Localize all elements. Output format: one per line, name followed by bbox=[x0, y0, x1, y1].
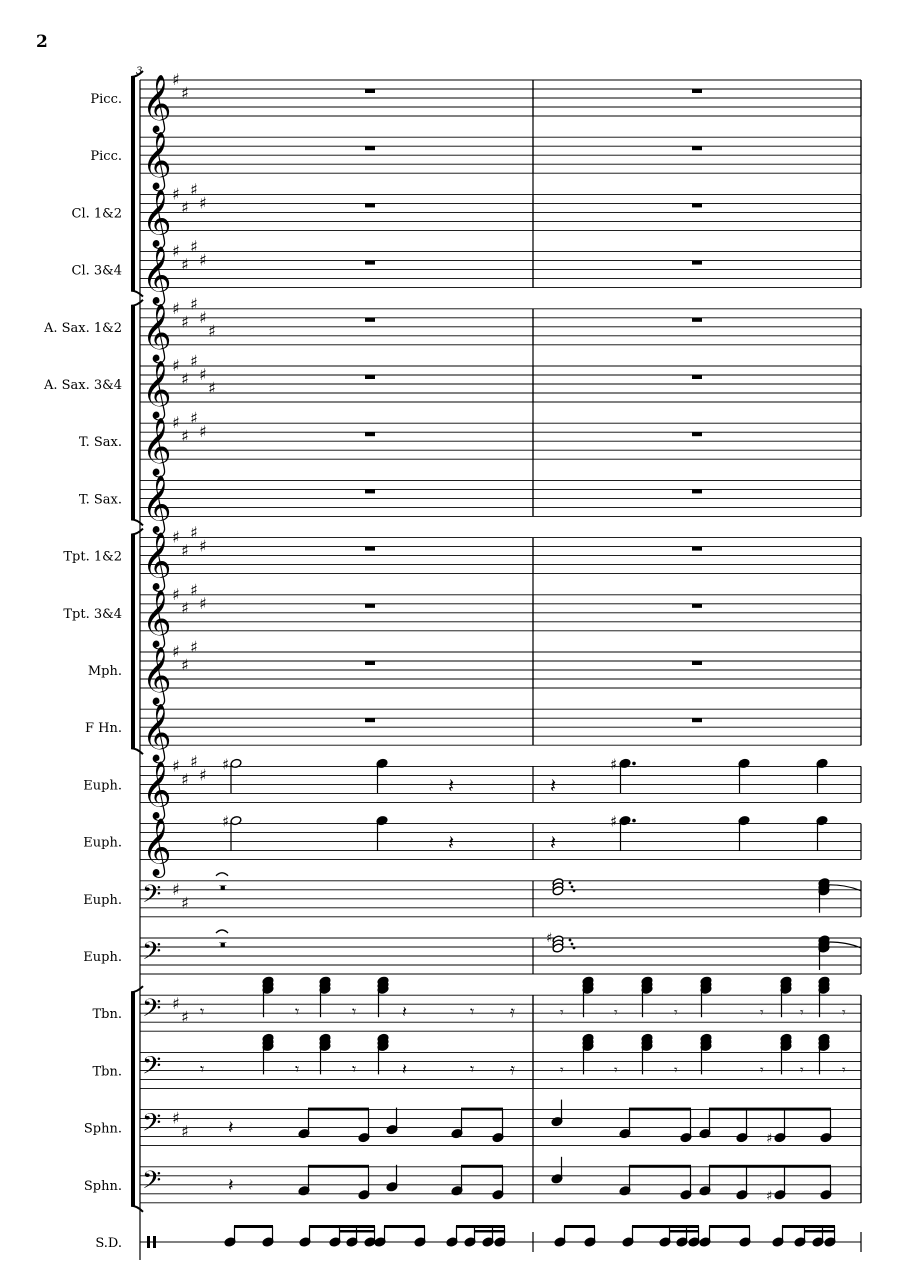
tie bbox=[216, 873, 228, 876]
eighth-rest-icon: 𝄾 bbox=[200, 1059, 205, 1079]
sharp-icon: ♯ bbox=[222, 755, 230, 774]
bracket-hook-top bbox=[131, 986, 143, 992]
whole-rest bbox=[692, 89, 702, 93]
sharp-icon: ♯ bbox=[199, 536, 207, 556]
sharp-icon: ♯ bbox=[181, 655, 189, 675]
sharp-icon: ♯ bbox=[190, 237, 198, 257]
treble-clef-icon: 𝄞 bbox=[142, 474, 172, 533]
treble-clef-icon: 𝄞 bbox=[142, 188, 172, 247]
beam bbox=[456, 1225, 505, 1228]
sharp-icon: ♯ bbox=[190, 637, 198, 657]
sharp-icon: ♯ bbox=[190, 523, 198, 543]
quarter-rest-icon: 𝄽 bbox=[448, 830, 455, 855]
whole-rest bbox=[365, 489, 375, 493]
whole-rest bbox=[365, 661, 375, 665]
sharp-icon: ♯ bbox=[181, 197, 189, 217]
whole-rest bbox=[692, 547, 702, 551]
bass-clef-icon: 𝄢 bbox=[142, 1165, 162, 1201]
instrument-label: A. Sax. 1&2 bbox=[43, 320, 122, 336]
treble-clef-icon: 𝄞 bbox=[142, 588, 172, 647]
quarter-rest-icon: 𝄽 bbox=[550, 773, 557, 798]
beam bbox=[564, 1225, 595, 1228]
eighth-rest-icon: 𝄾 bbox=[470, 1059, 475, 1079]
sharp-icon: ♯ bbox=[190, 408, 198, 428]
bracket-hook-bottom bbox=[131, 1206, 143, 1212]
quarter-rest-icon: 𝄽 bbox=[228, 1117, 234, 1139]
group-bracket bbox=[131, 992, 135, 1206]
sharp-icon: ♯ bbox=[190, 751, 198, 771]
whole-rest bbox=[692, 375, 702, 379]
dot bbox=[569, 939, 572, 942]
dot bbox=[569, 881, 572, 884]
sharp-icon: ♯ bbox=[199, 422, 207, 442]
half-note bbox=[230, 816, 242, 826]
treble-clef-icon: 𝄞 bbox=[142, 302, 172, 361]
dot bbox=[571, 943, 574, 946]
whole-rest bbox=[365, 203, 375, 207]
sharp-icon: ♯ bbox=[172, 879, 180, 899]
beam bbox=[308, 1108, 369, 1111]
dot bbox=[632, 819, 636, 823]
sharp-icon: ♯ bbox=[766, 1188, 773, 1204]
beam bbox=[339, 1230, 375, 1233]
sharp-icon: ♯ bbox=[172, 756, 180, 776]
instrument-label: Euph. bbox=[83, 835, 122, 851]
sharp-icon: ♯ bbox=[181, 1122, 189, 1142]
dot bbox=[573, 947, 576, 950]
sharp-icon: ♯ bbox=[172, 527, 180, 547]
sharp-icon: ♯ bbox=[199, 250, 207, 270]
sharp-icon: ♯ bbox=[199, 765, 207, 785]
beam bbox=[804, 1230, 835, 1233]
instrument-label: Tbn. bbox=[92, 1064, 122, 1080]
instrument-label: Mph. bbox=[87, 664, 122, 679]
eighth-rest-icon: 𝄾 bbox=[295, 1059, 300, 1079]
whole-rest bbox=[365, 89, 375, 93]
sharp-icon: ♯ bbox=[181, 893, 189, 913]
beam bbox=[709, 1165, 831, 1168]
sixteenth-rest-icon: 𝄿 bbox=[510, 1002, 515, 1022]
sharp-icon: ♯ bbox=[208, 378, 216, 398]
instrument-label: Tbn. bbox=[92, 1007, 122, 1023]
eighth-rest-icon: 𝄾 bbox=[760, 1062, 764, 1079]
eighth-rest-icon: 𝄾 bbox=[560, 1062, 564, 1079]
beam bbox=[782, 1225, 835, 1228]
treble-clef-icon: 𝄞 bbox=[142, 131, 172, 190]
eighth-rest-icon: 𝄾 bbox=[674, 1062, 678, 1079]
sharp-icon: ♯ bbox=[610, 755, 618, 774]
dot bbox=[632, 762, 636, 766]
sharp-icon: ♯ bbox=[181, 769, 189, 789]
instrument-label: Sphn. bbox=[83, 1178, 122, 1194]
quarter-rest-icon: 𝄽 bbox=[402, 1059, 407, 1079]
eighth-rest-icon: 𝄾 bbox=[200, 1002, 205, 1022]
sharp-icon: ♯ bbox=[199, 365, 207, 384]
eighth-rest-icon: 𝄾 bbox=[352, 1002, 357, 1022]
sixteenth-rest-icon: 𝄿 bbox=[510, 1059, 515, 1079]
treble-clef-icon: 𝄞 bbox=[142, 74, 172, 132]
sharp-icon: ♯ bbox=[172, 994, 180, 1014]
treble-clef-icon: 𝄞 bbox=[142, 817, 172, 876]
percussion-clef bbox=[153, 1236, 156, 1248]
beam bbox=[384, 1225, 425, 1228]
treble-clef-icon: 𝄞 bbox=[142, 703, 172, 762]
bass-clef-icon: 𝄢 bbox=[142, 1051, 162, 1087]
beam bbox=[669, 1230, 699, 1233]
group-bracket bbox=[131, 535, 135, 749]
eighth-rest-icon: 𝄾 bbox=[352, 1059, 357, 1079]
eighth-rest-icon: 𝄾 bbox=[560, 1005, 564, 1022]
whole-rest bbox=[692, 203, 702, 207]
bass-clef-icon: 𝄢 bbox=[142, 937, 162, 972]
instrument-label: T. Sax. bbox=[78, 435, 122, 451]
instrument-label: Euph. bbox=[83, 950, 122, 965]
sharp-icon: ♯ bbox=[766, 1131, 773, 1147]
instrument-label: Sphn. bbox=[83, 1121, 122, 1137]
eighth-rest-icon: 𝄾 bbox=[760, 1005, 764, 1022]
whole-rest bbox=[365, 375, 375, 379]
eighth-rest-icon: 𝄾 bbox=[614, 1005, 618, 1022]
beam bbox=[629, 1108, 691, 1111]
instrument-label: Tpt. 3&4 bbox=[63, 606, 122, 622]
instrument-label: Euph. bbox=[83, 892, 122, 908]
eighth-rest-icon: 𝄾 bbox=[470, 1002, 475, 1022]
beam bbox=[709, 1225, 750, 1228]
sharp-icon: ♯ bbox=[172, 413, 180, 433]
whole-rest bbox=[692, 604, 702, 608]
whole-rest bbox=[365, 318, 375, 322]
whole-rest bbox=[365, 146, 375, 150]
quarter-rest-icon: 𝄽 bbox=[550, 830, 557, 855]
whole-rest bbox=[692, 261, 702, 265]
quarter-rest-icon: 𝄽 bbox=[228, 1174, 234, 1196]
breve-chord: 𝄺 bbox=[219, 935, 227, 959]
treble-clef-icon: 𝄞 bbox=[142, 646, 172, 704]
sharp-icon: ♯ bbox=[199, 193, 207, 213]
sharp-icon: ♯ bbox=[181, 598, 189, 618]
instrument-label: Euph. bbox=[83, 778, 122, 794]
sharp-icon: ♯ bbox=[190, 580, 198, 600]
sharp-icon: ♯ bbox=[172, 642, 180, 661]
dot bbox=[571, 885, 574, 888]
eighth-rest-icon: 𝄾 bbox=[614, 1062, 618, 1079]
sharp-icon: ♯ bbox=[190, 294, 198, 314]
eighth-rest-icon: 𝄾 bbox=[842, 1062, 846, 1079]
breve-chord: 𝄺 bbox=[219, 877, 227, 902]
whole-rest bbox=[365, 718, 375, 722]
sharp-icon: ♯ bbox=[172, 241, 180, 261]
instrument-label: Picc. bbox=[90, 92, 122, 107]
whole-rest bbox=[692, 318, 702, 322]
sharp-icon: ♯ bbox=[172, 184, 180, 204]
instrument-label: Picc. bbox=[90, 149, 122, 165]
beam bbox=[709, 1108, 831, 1111]
sharp-icon: ♯ bbox=[222, 812, 230, 831]
eighth-rest-icon: 𝄾 bbox=[295, 1002, 300, 1022]
whole-rest bbox=[365, 604, 375, 608]
tie bbox=[216, 930, 228, 933]
bass-clef-icon: 𝄢 bbox=[142, 879, 162, 915]
whole-rest bbox=[365, 547, 375, 551]
treble-clef-icon: 𝄞 bbox=[142, 531, 172, 590]
sharp-icon: ♯ bbox=[190, 179, 198, 199]
group-bracket bbox=[131, 306, 135, 520]
sharp-icon: ♯ bbox=[546, 931, 553, 946]
beam bbox=[461, 1108, 503, 1111]
whole-rest bbox=[692, 718, 702, 722]
sharp-icon: ♯ bbox=[181, 369, 189, 389]
sharp-icon: ♯ bbox=[208, 321, 216, 341]
beam bbox=[461, 1165, 503, 1168]
treble-clef-icon: 𝄞 bbox=[142, 417, 172, 476]
instrument-label: Tpt. 1&2 bbox=[63, 549, 122, 565]
instrument-label: T. Sax. bbox=[78, 492, 122, 508]
whole-rest bbox=[692, 489, 702, 493]
treble-clef-icon: 𝄞 bbox=[142, 245, 172, 304]
beam bbox=[308, 1165, 369, 1168]
sharp-icon: ♯ bbox=[190, 351, 198, 371]
instrument-label: Cl. 3&4 bbox=[71, 263, 122, 279]
group-bracket bbox=[131, 77, 135, 291]
sharp-icon: ♯ bbox=[172, 70, 180, 89]
instrument-label: F Hn. bbox=[85, 721, 122, 737]
whole-rest bbox=[365, 432, 375, 436]
percussion-clef bbox=[147, 1236, 150, 1248]
eighth-rest-icon: 𝄾 bbox=[800, 1005, 804, 1022]
whole-rest bbox=[692, 661, 702, 665]
eighth-rest-icon: 𝄾 bbox=[674, 1005, 678, 1022]
beam bbox=[632, 1225, 699, 1228]
sharp-icon: ♯ bbox=[172, 298, 180, 318]
measure-number: 3 bbox=[136, 66, 143, 77]
whole-rest bbox=[365, 261, 375, 265]
sharp-icon: ♯ bbox=[172, 356, 180, 375]
sharp-icon: ♯ bbox=[199, 593, 207, 613]
bass-clef-icon: 𝄢 bbox=[142, 1108, 162, 1144]
beam bbox=[309, 1225, 375, 1228]
instrument-label: S.D. bbox=[95, 1236, 122, 1251]
beam bbox=[234, 1225, 273, 1228]
eighth-rest-icon: 𝄾 bbox=[842, 1005, 846, 1022]
sharp-icon: ♯ bbox=[181, 83, 189, 103]
sharp-icon: ♯ bbox=[172, 584, 180, 604]
beam bbox=[474, 1230, 505, 1233]
quarter-rest-icon: 𝄽 bbox=[402, 1002, 407, 1022]
half-note bbox=[230, 758, 242, 768]
sharp-icon: ♯ bbox=[199, 307, 207, 327]
beam bbox=[629, 1165, 691, 1168]
sharp-icon: ♯ bbox=[181, 255, 189, 275]
sharp-icon: ♯ bbox=[181, 541, 189, 561]
page-number: 2 bbox=[36, 32, 48, 52]
sharp-icon: ♯ bbox=[181, 312, 189, 332]
bass-clef-icon: 𝄢 bbox=[142, 994, 162, 1030]
instrument-label: Cl. 1&2 bbox=[71, 206, 122, 222]
treble-clef-icon: 𝄞 bbox=[142, 760, 172, 819]
sharp-icon: ♯ bbox=[181, 1007, 189, 1027]
sharp-icon: ♯ bbox=[610, 812, 618, 831]
sharp-icon: ♯ bbox=[181, 426, 189, 446]
whole-rest bbox=[692, 432, 702, 436]
whole-rest bbox=[692, 146, 702, 150]
eighth-rest-icon: 𝄾 bbox=[800, 1062, 804, 1079]
instrument-label: A. Sax. 3&4 bbox=[43, 378, 122, 393]
quarter-rest-icon: 𝄽 bbox=[448, 773, 455, 798]
dot bbox=[573, 889, 576, 892]
treble-clef-icon: 𝄞 bbox=[142, 360, 172, 418]
sharp-icon: ♯ bbox=[172, 1108, 180, 1128]
